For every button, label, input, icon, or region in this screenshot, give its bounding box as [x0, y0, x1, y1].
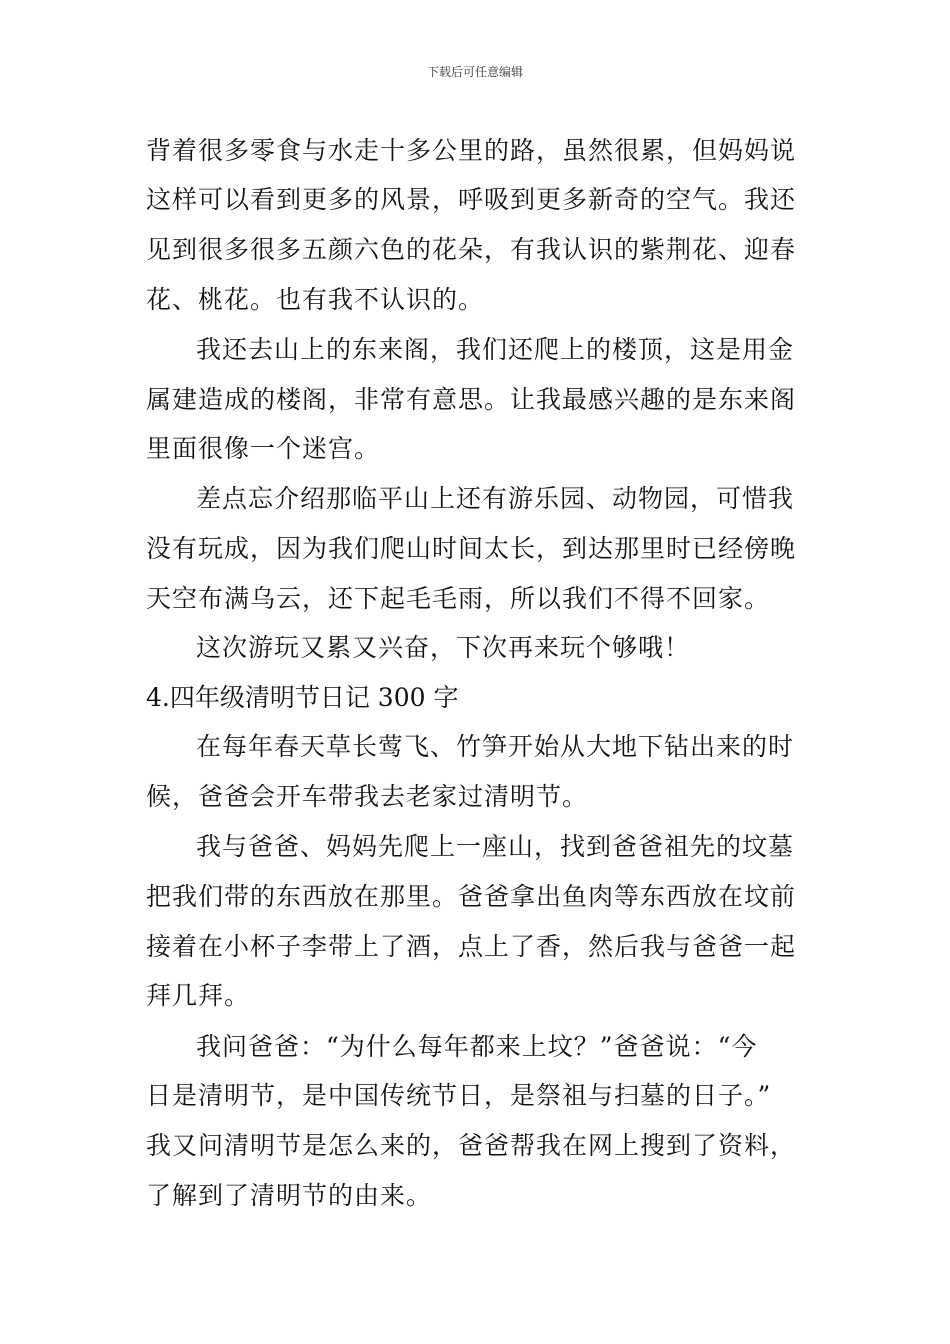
text-line: 拜几拜。: [146, 981, 251, 1010]
page-header: 下载后可任意编辑: [426, 65, 523, 79]
paragraph-first-line: 在每年春天草长莺飞、竹笋开始从大地下钻出来的时: [196, 732, 795, 761]
text-line: 把我们带的东西放在那里。爸爸拿出鱼肉等东西放在坟前: [146, 882, 797, 911]
paragraph-first-line: 这次游玩又累又兴奋，下次再来玩个够哦！: [196, 633, 691, 662]
text-line: 见到很多很多五颜六色的花朵，有我认识的紫荆花、迎春: [146, 235, 797, 264]
text-line: 背着很多零食与水走十多公里的路，虽然很累，但妈妈说: [146, 136, 797, 165]
text-line: 花、桃花。也有我不认识的。: [146, 285, 485, 314]
paragraph-first-line: 我问爸爸：“为什么每年都来上坟？”爸爸说：“今: [196, 1032, 758, 1061]
paragraph-first-line: 我与爸爸、妈妈先爬上一座山，找到爸爸祖先的坟墓: [196, 832, 795, 861]
paragraph-first-line: 差点忘介绍那临平山上还有游乐园、动物园，可惜我: [196, 484, 795, 513]
text-line: 我又问清明节是怎么来的，爸爸帮我在网上搜到了资料，: [146, 1131, 797, 1160]
text-line: 接着在小杯子李带上了酒，点上了香，然后我与爸爸一起: [146, 932, 797, 961]
text-line: 日是清明节，是中国传统节日，是祭祖与扫墓的日子。”: [146, 1081, 772, 1110]
text-line: 这样可以看到更多的风景，呼吸到更多新奇的空气。我还: [146, 185, 797, 214]
text-line: 了解到了清明节的由来。: [146, 1181, 433, 1210]
section-heading: 4.四年级清明节日记 300 字: [146, 683, 459, 712]
text-line: 属建造成的楼阁，非常有意思。让我最感兴趣的是东来阁: [146, 385, 797, 414]
text-line: 里面很像一个迷宫。: [146, 434, 381, 463]
paragraph-first-line: 我还去山上的东来阁，我们还爬上的楼顶，这是用金: [196, 335, 795, 364]
text-line: 没有玩成，因为我们爬山时间太长，到达那里时已经傍晚: [146, 534, 797, 563]
text-line: 候，爸爸会开车带我去老家过清明节。: [146, 782, 589, 811]
text-line: 天空布满乌云，还下起毛毛雨，所以我们不得不回家。: [146, 584, 771, 613]
